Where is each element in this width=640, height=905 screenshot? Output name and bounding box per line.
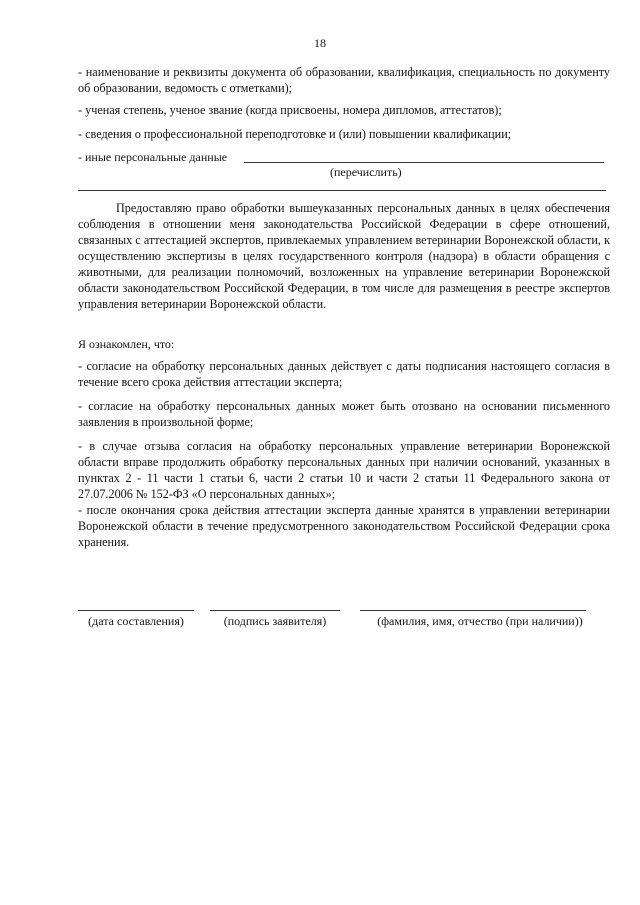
signature-line-sign (210, 610, 340, 611)
page-number: 18 (314, 36, 326, 50)
note-withdrawal: - согласие на обработку персональных данных может быть отозвано на основании письменного заявления в произвольной форме; (78, 399, 610, 429)
consent-paragraph: Предоставляю право обработки вышеуказанных персональных данных в целях обеспечения соблюдения в отношении меня законодательства Российской Федерации в сфере отношений, связанных с аттестацией экспертов, привлекаемых управлением ветеринарии Воронежской области, к осуществлению экспертизы в целях государственного контроля (надзора) в области обращения с животными, для реализации полномочий, возложенных на управление ветеринарии Воронежской области законодательством Российской Федерации, в том числе для размещения в реестре экспертов управления ветеринарии Воронежской области. (78, 201, 610, 311)
caption-signature: (подпись заявителя) (223, 614, 327, 628)
note-continue-processing: - в случае отзыва согласия на обработку персональных управление ветеринарии Воронежской области вправе продолжить обработку персональных данных при наличии оснований, указанных в пунктах 2 - 11 части 1 статьи 6, части 2 статьи 10 и части 2 статьи 11 Федерального закона от 27.07.2006 № 152-ФЗ «О персональных данных»; (78, 439, 610, 501)
signature-line-date (78, 610, 194, 611)
note-storage: - после окончания срока действия аттестации эксперта данные хранятся в управлении ветеринарии Воронежской области в течение предусмотренного законодательством Российской Федерации срока хранения. (78, 503, 610, 549)
list-item-retraining: - сведения о профессиональной переподготовке и (или) повышении квалификации; (78, 127, 512, 141)
fill-line-continuation (78, 190, 606, 191)
signature-line-name (360, 610, 586, 611)
list-item-other-data: - иные персональные данные (78, 150, 228, 164)
list-item-other-note: (перечислить) (330, 165, 402, 179)
acknowledged-heading: Я ознакомлен, что: (78, 337, 175, 351)
note-validity: - согласие на обработку персональных данных действует с даты подписания настоящего согласия в течение всего срока действия аттестации эксперта; (78, 359, 610, 389)
list-item-degree: - ученая степень, ученое звание (когда присвоены, номера дипломов, аттестатов); (78, 103, 502, 117)
caption-date: (дата составления) (88, 614, 184, 628)
list-item-education: - наименование и реквизиты документа об образовании, квалификация, специальность по документу об образовании, ведомость с отметками); (78, 65, 610, 95)
caption-full-name: (фамилия, имя, отчество (при наличии)) (377, 614, 583, 628)
fill-line-other-data (244, 162, 604, 163)
